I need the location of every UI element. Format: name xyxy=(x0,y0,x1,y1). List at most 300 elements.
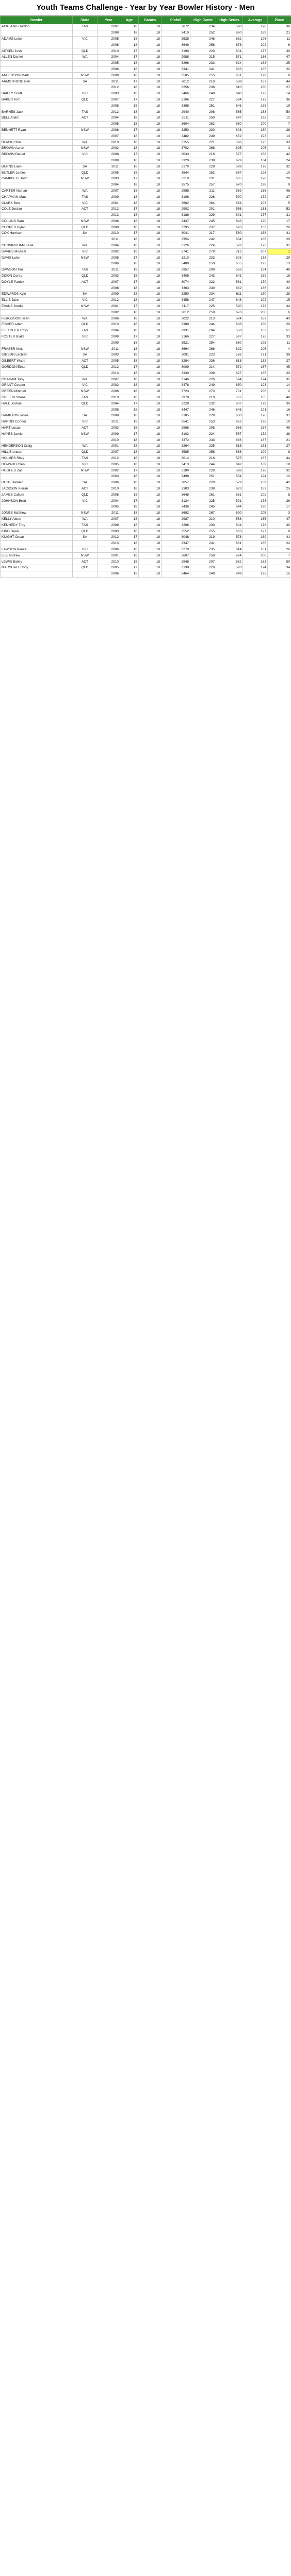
bowler-name-cell: BLACK Chris xyxy=(1,140,73,146)
table-cell: 207 xyxy=(243,249,268,255)
table-cell: 2010 xyxy=(98,322,120,328)
table-cell: 18 xyxy=(139,73,161,79)
table-cell: 695 xyxy=(216,145,243,151)
table-cell: 18 xyxy=(139,249,161,255)
table-cell: 18 xyxy=(139,145,161,151)
table-cell: TAS xyxy=(73,267,98,273)
table-cell: 17 xyxy=(120,79,139,85)
table-cell: 18 xyxy=(120,486,139,492)
table-cell: 18 xyxy=(139,395,161,401)
table-cell: 2008 xyxy=(98,492,120,498)
table-row xyxy=(1,492,291,498)
table-cell: 18 xyxy=(120,358,139,364)
table-cell xyxy=(73,182,98,188)
table-cell: 248 xyxy=(190,91,216,97)
table-cell: WA xyxy=(73,516,98,522)
table-cell: 17 xyxy=(120,498,139,504)
table-cell: 177 xyxy=(243,48,268,55)
table-cell: 48 xyxy=(268,395,291,401)
table-cell: 18 xyxy=(139,164,161,170)
table-cell: 2004 xyxy=(98,401,120,407)
table-cell: 5 xyxy=(268,492,291,498)
column-header: Average xyxy=(243,16,268,24)
table-row xyxy=(1,194,291,200)
bowler-name-cell xyxy=(1,60,73,66)
table-cell: 674 xyxy=(216,553,243,559)
table-cell: 3166 xyxy=(161,334,190,340)
table-cell: 3106 xyxy=(161,97,190,103)
bowler-name-cell: FERGUSON Sean xyxy=(1,316,73,322)
table-cell: 3405 xyxy=(161,273,190,279)
table-cell: 3458 xyxy=(161,297,190,303)
table-cell: 18 xyxy=(120,292,139,298)
bowler-name-cell: BROWN Aaron xyxy=(1,145,73,151)
table-cell: 225 xyxy=(190,303,216,310)
table-row xyxy=(1,486,291,492)
table-cell: 252 xyxy=(190,30,216,36)
table-cell: 18 xyxy=(139,255,161,261)
column-header: Games xyxy=(139,16,161,24)
table-cell: 255 xyxy=(190,529,216,535)
table-cell: 3398 xyxy=(161,103,190,109)
table-cell: 3447 xyxy=(161,407,190,413)
table-cell: 17 xyxy=(120,364,139,370)
table-cell: 162 xyxy=(243,328,268,334)
table-cell: 206 xyxy=(190,109,216,115)
table-cell: 11 xyxy=(268,36,291,42)
table-row xyxy=(1,547,291,553)
table-cell: 42 xyxy=(268,151,291,158)
table-cell: 603 xyxy=(216,255,243,261)
table-row xyxy=(1,504,291,510)
table-cell: 15 xyxy=(268,297,291,303)
table-cell: 2003 xyxy=(98,273,120,279)
table-cell: 18 xyxy=(139,407,161,413)
table-cell: 163 xyxy=(243,559,268,565)
table-cell xyxy=(73,158,98,164)
table-cell: 174 xyxy=(243,565,268,571)
table-cell: 18 xyxy=(139,437,161,444)
table-cell: 38 xyxy=(268,431,291,437)
table-row xyxy=(1,121,291,127)
table-cell: 49 xyxy=(268,425,291,431)
table-cell: 42 xyxy=(268,480,291,486)
table-cell: 657 xyxy=(216,170,243,176)
table-cell: 571 xyxy=(216,54,243,60)
table-cell: 18 xyxy=(139,218,161,225)
table-cell: 191 xyxy=(243,407,268,413)
table-cell: 40 xyxy=(268,279,291,285)
table-cell: 224 xyxy=(190,243,216,249)
table-cell: 35 xyxy=(268,377,291,383)
table-cell: 2012 xyxy=(98,364,120,370)
table-cell: 18 xyxy=(139,516,161,522)
table-cell: 200 xyxy=(243,121,268,127)
table-cell: 18 xyxy=(139,225,161,231)
table-row xyxy=(1,510,291,516)
bowler-name-cell: HENDERSON Craig xyxy=(1,443,73,449)
table-cell: NSW xyxy=(73,510,98,516)
bowler-name-cell xyxy=(1,182,73,188)
table-cell: 3009 xyxy=(161,364,190,370)
table-row xyxy=(1,364,291,370)
table-cell: 10 xyxy=(268,419,291,425)
table-cell: 645 xyxy=(216,407,243,413)
table-cell: 655 xyxy=(216,261,243,267)
table-cell: 18 xyxy=(120,322,139,328)
table-cell: 605 xyxy=(216,176,243,182)
table-cell: 189 xyxy=(243,462,268,468)
table-cell: 3074 xyxy=(161,279,190,285)
table-cell: 615 xyxy=(216,443,243,449)
table-cell: 21 xyxy=(268,437,291,444)
table-cell: 2006 xyxy=(98,388,120,395)
table-cell: 3022 xyxy=(161,316,190,322)
table-cell: 591 xyxy=(216,498,243,504)
table-row xyxy=(1,449,291,455)
table-cell: 18 xyxy=(120,84,139,91)
table-cell: 2001 xyxy=(98,443,120,449)
table-cell: SA xyxy=(73,413,98,419)
table-cell: 599 xyxy=(216,164,243,170)
table-cell: 242 xyxy=(190,236,216,243)
table-cell: 170 xyxy=(243,24,268,30)
table-cell xyxy=(73,42,98,48)
table-cell: 192 xyxy=(243,91,268,97)
table-cell: 2002 xyxy=(98,310,120,316)
bowler-name-cell: HAMILTON Jesse xyxy=(1,413,73,419)
table-cell: 18 xyxy=(120,188,139,194)
table-cell: 18 xyxy=(139,66,161,73)
bowler-name-cell: COOPER Dylan xyxy=(1,225,73,231)
table-cell: 4 xyxy=(268,346,291,352)
table-cell: 3612 xyxy=(161,310,190,316)
table-cell: 18 xyxy=(139,188,161,194)
table-cell: 2007 xyxy=(98,188,120,194)
table-cell: 2007 xyxy=(98,279,120,285)
table-cell: 204 xyxy=(190,328,216,334)
table-cell: 681 xyxy=(216,492,243,498)
table-row xyxy=(1,540,291,547)
bowler-name-cell: BELL Adam xyxy=(1,115,73,121)
table-cell: NSW xyxy=(73,388,98,395)
table-cell: 601 xyxy=(216,48,243,55)
bowler-name-cell: DAWSON Tim xyxy=(1,267,73,273)
bowler-name-cell xyxy=(1,121,73,127)
table-cell: 3124 xyxy=(161,498,190,504)
table-cell: 183 xyxy=(243,486,268,492)
table-cell: 264 xyxy=(190,200,216,207)
table-cell: 18 xyxy=(120,443,139,449)
table-cell: 670 xyxy=(216,182,243,188)
table-cell: 5 xyxy=(268,200,291,207)
table-cell: 18 xyxy=(120,121,139,127)
table-cell: 17 xyxy=(120,231,139,237)
table-row xyxy=(1,437,291,444)
table-cell: 205 xyxy=(243,346,268,352)
table-cell: 18 xyxy=(268,273,291,279)
table-cell: 3190 xyxy=(161,48,190,55)
table-cell: 2010 xyxy=(98,140,120,146)
table-cell: 2940 xyxy=(161,109,190,115)
table-cell: 678 xyxy=(216,42,243,48)
table-cell: 593 xyxy=(216,565,243,571)
table-cell: 18 xyxy=(120,109,139,115)
table-cell: 2010 xyxy=(98,437,120,444)
table-row xyxy=(1,243,291,249)
table-cell: QLD xyxy=(73,97,98,103)
table-cell: 3363 xyxy=(161,285,190,292)
table-cell: 168 xyxy=(243,231,268,237)
table-cell: 18 xyxy=(120,346,139,352)
table-cell: 604 xyxy=(216,522,243,529)
table-row xyxy=(1,303,291,310)
table-cell: 211 xyxy=(190,188,216,194)
table-cell: 18 xyxy=(120,24,139,30)
table-cell: 3102 xyxy=(161,431,190,437)
table-cell: 28 xyxy=(268,127,291,133)
table-cell: 18 xyxy=(120,492,139,498)
table-cell: SA xyxy=(73,79,98,85)
table-row xyxy=(1,255,291,261)
table-cell: 168 xyxy=(243,151,268,158)
table-cell: 618 xyxy=(216,358,243,364)
table-row xyxy=(1,473,291,480)
table-cell: 230 xyxy=(190,522,216,529)
table-cell: 3146 xyxy=(161,377,190,383)
table-cell: 17 xyxy=(120,401,139,407)
table-cell: 18 xyxy=(139,285,161,292)
table-cell: 207 xyxy=(190,559,216,565)
table-cell: 2004 xyxy=(98,182,120,188)
table-cell: 18 xyxy=(120,249,139,255)
table-cell: TAS xyxy=(73,395,98,401)
bowler-name-cell xyxy=(1,437,73,444)
table-cell: SA xyxy=(73,480,98,486)
table-cell: 18 xyxy=(139,97,161,103)
table-cell: 255 xyxy=(190,73,216,79)
table-cell: VIC xyxy=(73,36,98,42)
table-cell: 231 xyxy=(190,176,216,182)
bowler-name-cell: KENNEDY Troy xyxy=(1,522,73,529)
table-cell: QLD xyxy=(73,273,98,279)
table-cell xyxy=(73,30,98,36)
table-cell: 17 xyxy=(120,97,139,103)
table-cell: 2948 xyxy=(161,559,190,565)
table-row xyxy=(1,334,291,340)
table-row xyxy=(1,346,291,352)
table-cell: TAS xyxy=(73,455,98,462)
table-cell: VIC xyxy=(73,419,98,425)
table-row xyxy=(1,267,291,273)
table-cell: 262 xyxy=(190,121,216,127)
table-cell: 17 xyxy=(120,176,139,182)
table-cell: 2011 xyxy=(98,164,120,170)
bowler-name-cell: JONES Matthew xyxy=(1,510,73,516)
table-cell: 2012 xyxy=(98,206,120,212)
table-cell: 14 xyxy=(268,91,291,97)
table-cell: 2007 xyxy=(98,377,120,383)
table-cell: 167 xyxy=(243,79,268,85)
table-cell: 18 xyxy=(120,370,139,377)
column-header: Bowler xyxy=(1,16,73,24)
table-cell: 18 xyxy=(120,200,139,207)
table-row xyxy=(1,30,291,36)
table-cell: NSW xyxy=(73,255,98,261)
table-row xyxy=(1,188,291,194)
table-cell: 261 xyxy=(190,492,216,498)
table-cell: 32 xyxy=(268,468,291,474)
table-cell: ACT xyxy=(73,206,98,212)
table-cell: 2001 xyxy=(98,200,120,207)
table-cell: 18 xyxy=(120,212,139,218)
table-cell: 2006 xyxy=(98,316,120,322)
table-cell: 3662 xyxy=(161,200,190,207)
table-cell: 2012 xyxy=(98,297,120,303)
bowler-history-table xyxy=(0,16,291,578)
table-cell: 563 xyxy=(216,267,243,273)
table-row xyxy=(1,383,291,389)
table-cell: 18 xyxy=(120,437,139,444)
table-cell: 1 xyxy=(268,249,291,255)
table-cell: 3270 xyxy=(161,547,190,553)
table-cell: 195 xyxy=(243,340,268,346)
table-cell: 18 xyxy=(139,121,161,127)
table-cell: WA xyxy=(73,377,98,383)
bowler-name-cell: HILL Brendan xyxy=(1,449,73,455)
table-cell: 18 xyxy=(139,534,161,540)
table-cell: 18 xyxy=(139,547,161,553)
table-cell xyxy=(73,103,98,109)
table-cell: 608 xyxy=(216,127,243,133)
table-cell: 7 xyxy=(268,121,291,127)
table-cell: 590 xyxy=(216,194,243,200)
table-cell: 2005 xyxy=(98,60,120,66)
table-cell: 22 xyxy=(268,285,291,292)
table-cell: 661 xyxy=(216,73,243,79)
table-cell: 178 xyxy=(243,176,268,182)
table-cell: 172 xyxy=(243,431,268,437)
table-cell: 36 xyxy=(268,498,291,504)
table-cell: 227 xyxy=(190,97,216,103)
table-cell: 2006 xyxy=(98,127,120,133)
table-cell: 3284 xyxy=(161,358,190,364)
bowler-name-cell: CLARK Ben xyxy=(1,200,73,207)
table-cell: 558 xyxy=(216,328,243,334)
table-cell: 3303 xyxy=(161,486,190,492)
table-row xyxy=(1,164,291,170)
table-cell: 7 xyxy=(268,553,291,559)
table-cell xyxy=(73,310,98,316)
table-cell: 581 xyxy=(216,279,243,285)
table-cell: 34 xyxy=(268,303,291,310)
table-cell: NSW xyxy=(73,145,98,151)
table-cell: 17 xyxy=(120,565,139,571)
table-cell: 18 xyxy=(139,334,161,340)
table-cell: 196 xyxy=(243,170,268,176)
table-cell xyxy=(73,504,98,510)
table-row xyxy=(1,419,291,425)
table-cell: 226 xyxy=(190,565,216,571)
table-cell: 193 xyxy=(243,133,268,140)
table-cell: 18 xyxy=(139,30,161,36)
table-cell: 234 xyxy=(190,24,216,30)
table-cell: 176 xyxy=(243,164,268,170)
table-cell: 26 xyxy=(268,547,291,553)
table-cell: 183 xyxy=(243,225,268,231)
column-header: State xyxy=(73,16,98,24)
table-cell xyxy=(73,121,98,127)
table-cell: 51 xyxy=(268,328,291,334)
table-cell: 18 xyxy=(120,91,139,97)
table-cell: 17 xyxy=(120,468,139,474)
table-row xyxy=(1,212,291,218)
table-cell: 17 xyxy=(120,151,139,158)
table-cell: TAS xyxy=(73,109,98,115)
table-cell: 636 xyxy=(216,437,243,444)
table-cell: 18 xyxy=(139,529,161,535)
table-cell: 188 xyxy=(243,322,268,328)
table-cell: SA xyxy=(73,164,98,170)
table-cell: QLD xyxy=(73,225,98,231)
table-cell: 3041 xyxy=(161,231,190,237)
table-cell: 2987 xyxy=(161,516,190,522)
table-cell: 647 xyxy=(216,115,243,121)
table-cell: 233 xyxy=(190,60,216,66)
table-cell: 180 xyxy=(243,84,268,91)
table-cell: 216 xyxy=(190,455,216,462)
table-row xyxy=(1,225,291,231)
table-cell: 652 xyxy=(216,133,243,140)
table-cell: WA xyxy=(73,243,98,249)
table-cell: 598 xyxy=(216,468,243,474)
bowler-name-cell: EVANS Brodie xyxy=(1,303,73,310)
table-cell: 234 xyxy=(190,292,216,298)
table-cell xyxy=(73,212,98,218)
table-cell: 233 xyxy=(190,255,216,261)
table-cell: NSW xyxy=(73,303,98,310)
table-cell: 219 xyxy=(190,534,216,540)
table-cell: 164 xyxy=(243,425,268,431)
table-cell: 192 xyxy=(243,297,268,303)
table-cell: 654 xyxy=(216,473,243,480)
table-row xyxy=(1,115,291,121)
table-cell: 8 xyxy=(268,449,291,455)
table-cell: 18 xyxy=(120,473,139,480)
table-cell: 240 xyxy=(190,285,216,292)
table-cell: 244 xyxy=(190,462,216,468)
table-body xyxy=(1,24,291,578)
table-row xyxy=(1,395,291,401)
table-cell: 18 xyxy=(139,352,161,359)
table-cell: 2011 xyxy=(98,267,120,273)
table-cell: 259 xyxy=(190,310,216,316)
bowler-name-cell: HARRIS Connor xyxy=(1,419,73,425)
bowler-name-cell: LEE Andrew xyxy=(1,553,73,559)
bowler-name-cell: AITKEN Josh xyxy=(1,48,73,55)
table-cell: 584 xyxy=(216,97,243,103)
table-cell: 2009 xyxy=(98,194,120,200)
table-cell: 200 xyxy=(243,310,268,316)
table-cell: 251 xyxy=(190,103,216,109)
table-cell: QLD xyxy=(73,565,98,571)
table-cell: 18 xyxy=(120,510,139,516)
table-cell: 594 xyxy=(216,377,243,383)
table-cell: 258 xyxy=(190,42,216,48)
table-row xyxy=(1,133,291,140)
table-cell: NSW xyxy=(73,346,98,352)
table-cell: NSW xyxy=(73,176,98,182)
